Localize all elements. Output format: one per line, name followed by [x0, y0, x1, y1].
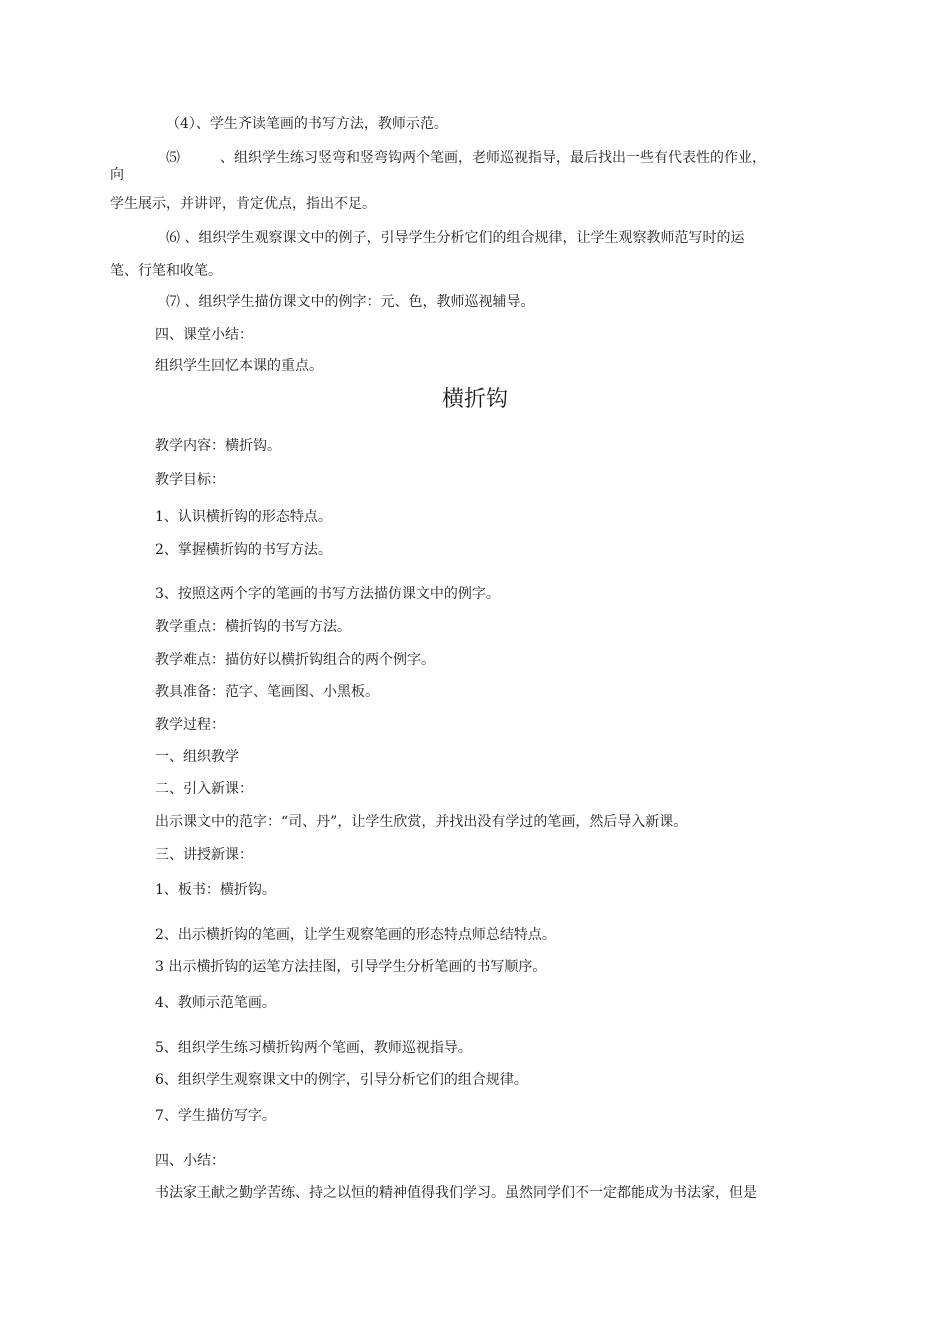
goal-2: 2、掌握横折钩的书写方法。 — [155, 542, 332, 558]
new-lesson-item-7: 7、学生描仿写字。 — [155, 1108, 276, 1124]
step-7-line: ⑺ 、组织学生描仿课文中的例字：元、色，教师巡视辅导。 — [166, 294, 535, 310]
process-heading: 教学过程： — [155, 717, 225, 733]
process-step-3: 三、讲授新课： — [155, 847, 253, 863]
step-5-number: ⑸ — [166, 150, 180, 166]
process-step-2: 二、引入新课： — [155, 781, 253, 797]
step-5-line — [166, 149, 766, 167]
new-lesson-item-1: 1、板书：横折钩。 — [155, 882, 276, 898]
new-lesson-item-3: 3 出示横折钩的运笔方法挂图，引导学生分析笔画的书写顺序。 — [155, 959, 547, 975]
new-lesson-item-6: 6、组织学生观察课文中的例字，引导分析它们的组合规律。 — [155, 1072, 528, 1088]
materials: 教具准备：范字、笔画图、小黑板。 — [155, 684, 379, 700]
process-step-1: 一、组织教学 — [155, 749, 239, 765]
step-5-continuation-2: 学生展示，并讲评，肯定优点，指出不足。 — [110, 196, 376, 212]
step-6-line: ⑹ 、组织学生观察课文中的例子，引导学生分析它们的组合规律，让学生观察教师范写时的运 — [166, 230, 745, 246]
summary-heading: 四、课堂小结： — [155, 327, 253, 343]
summary-text: 组织学生回忆本课的重点。 — [155, 358, 323, 374]
process-step-4: 四、小结： — [155, 1153, 225, 1169]
lesson-title: 横折钩 — [441, 387, 508, 412]
step-6-continuation: 笔、行笔和收笔。 — [110, 263, 222, 279]
step-5-continuation: 向 — [110, 167, 124, 183]
goal-1: 1、认识横折钩的形态特点。 — [155, 509, 332, 525]
closing-text: 书法家王献之勤学苦练、持之以恒的精神值得我们学习。虽然同学们不一定都能成为书法家，但是 — [155, 1185, 757, 1201]
step-5-text: 、组织学生练习竖弯和竖弯钩两个笔画，老师巡视指导，最后找出一些有代表性的作业， — [220, 150, 766, 166]
difficulty: 教学难点：描仿好以横折钩组合的两个例字。 — [155, 652, 435, 668]
teaching-content: 教学内容：横折钩。 — [155, 438, 281, 454]
new-lesson-item-4: 4、教师示范笔画。 — [155, 995, 276, 1011]
step-4-line: （4）、学生齐读笔画的书写方法，教师示范。 — [166, 116, 448, 132]
key-point: 教学重点：横折钩的书写方法。 — [155, 619, 351, 635]
goals-heading: 教学目标： — [155, 472, 225, 488]
process-step-2-text: 出示课文中的范字：“司、丹”，让学生欣赏，并找出没有学过的笔画，然后导入新课。 — [155, 814, 688, 830]
new-lesson-item-5: 5、组织学生练习横折钩两个笔画，教师巡视指导。 — [155, 1040, 472, 1056]
new-lesson-item-2: 2、出示横折钩的笔画，让学生观察笔画的形态特点师总结特点。 — [155, 927, 556, 943]
goal-3: 3、按照这两个字的笔画的书写方法描仿课文中的例字。 — [155, 586, 500, 602]
